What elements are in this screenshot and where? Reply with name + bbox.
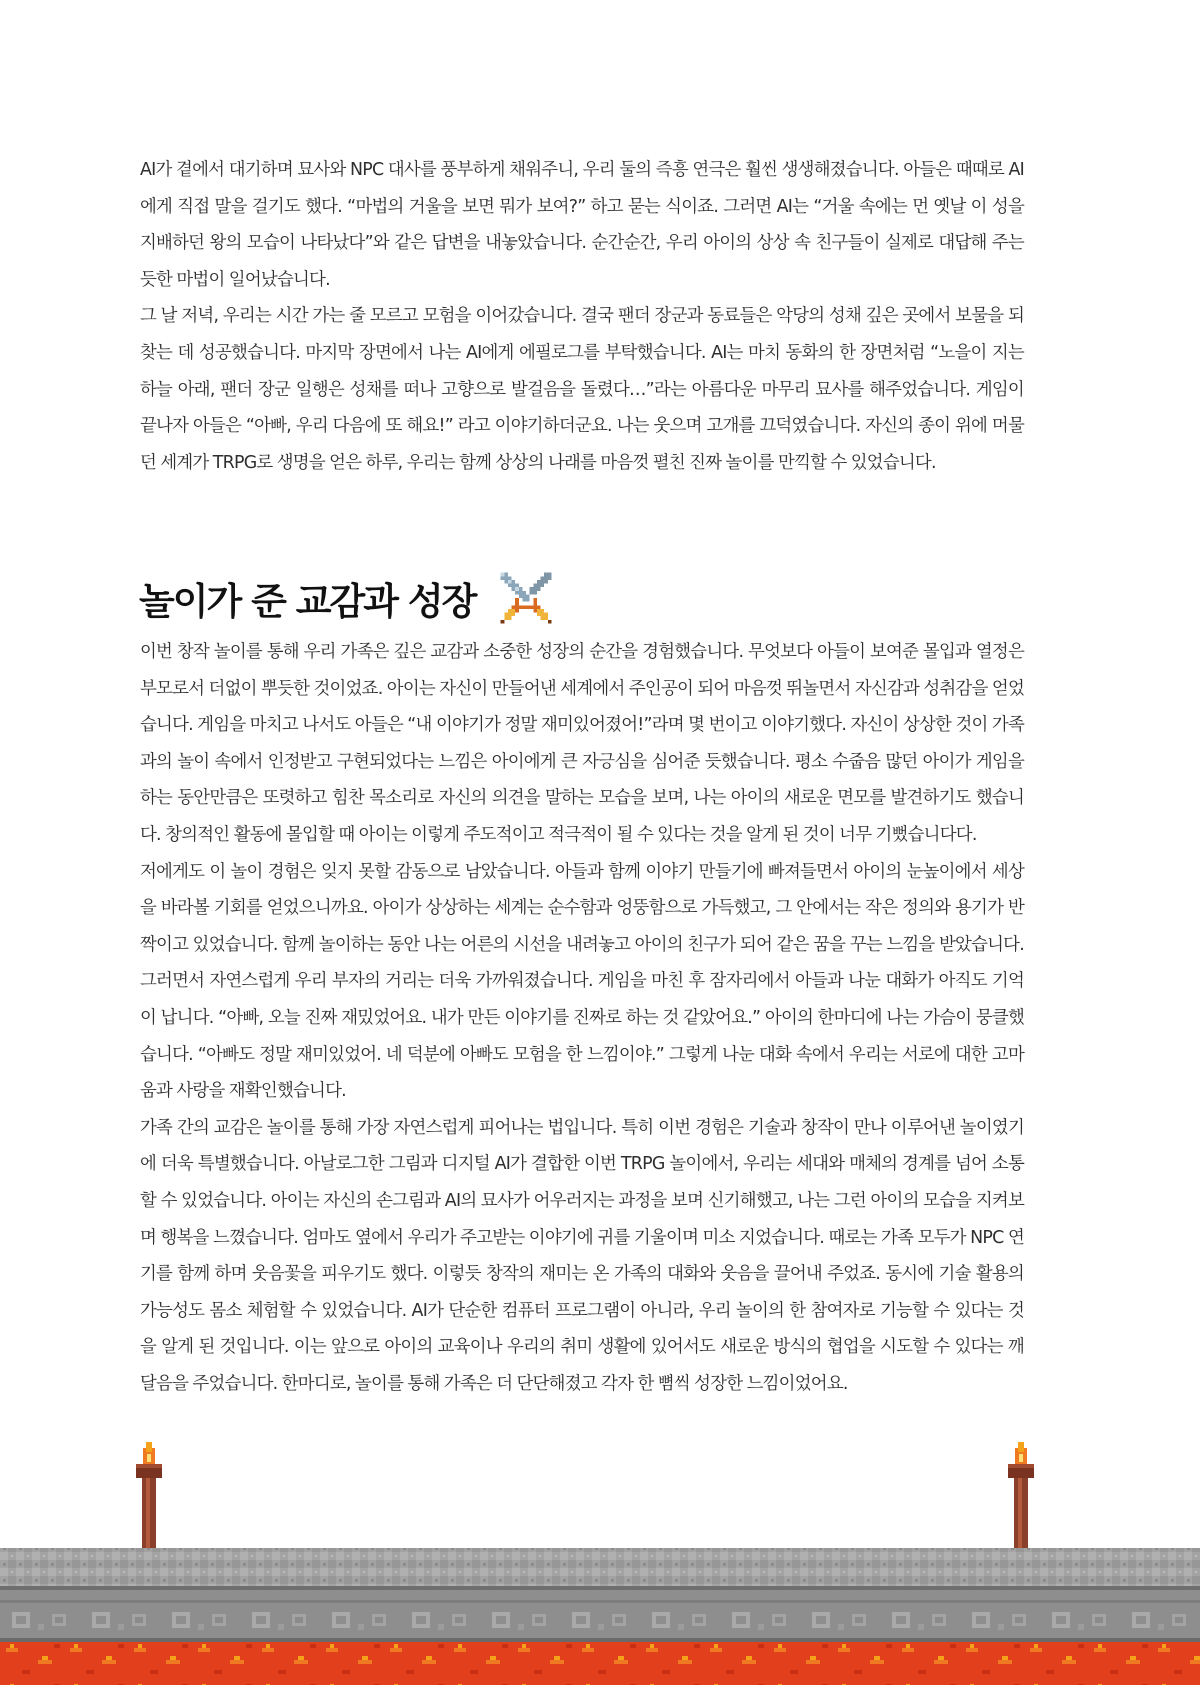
torch-icon	[1008, 1442, 1034, 1548]
section-paragraph-3: 가족 간의 교감은 놀이를 통해 가장 자연스럽게 피어나는 법입니다. 특히 이번 경험은 기술과 창작이 만나 이루어낸 놀이였기에 더욱 특별했습니다. 아날로그한 그림과 디지털 AI가 결합한 이번 TRPG 놀이에서, 우리는 세대와 매체의 경계를 넘어 소통할 수 있었습니다. 아이는 자신의 손그림과 AI의 묘사가 어우러지는 과정을 보며 신기해했고, 나는 그런 아이의 모습을 지켜보며 행복을 느꼈습니다. 엄마도 옆에서 우리가 주고받는 이야기에 귀를 기울이며 미소 지었습니다. 때로는 가족 모두가 NPC 연기를 함께 하며 웃음꽃을 피우기도 했다. 이렇듯 창작의 재미는 온 가족의 대화와 웃음을 끌어내 주었죠. 동시에 기술 활용의 가능성도 몸소 체험할 수 있었습니다. AI가 단순한 컴퓨터 프로그램이 아니라, 우리 놀이의 한 참여자로 기능할 수 있다는 것을 알게 된 것입니다. 이는 앞으로 아이의 교육이나 우리의 취미 생활에 있어서도 새로운 방식의 협업을 시도할 수 있다는 깨달음을 주었습니다. 한마디로, 놀이를 통해 가족은 더 단단해졌고 각자 한 뼘씩 성장한 느낌이었어요.	[140, 1117, 1024, 1394]
section-body	[140, 634, 1024, 1402]
crossed-swords-icon	[497, 569, 555, 627]
section-paragraph-2: 저에게도 이 놀이 경험은 잊지 못할 감동으로 남았습니다. 아들과 함께 이야기 만들기에 빠져들면서 아이의 눈높이에서 세상을 바라볼 기회를 얻었으니까요. 아이가 상상하는 세계는 순수함과 엉뚱함으로 가득했고, 그 안에서는 작은 정의와 용기가 반짝이고 있었습니다. 함께 놀이하는 동안 나는 어른의 시선을 내려놓고 아이의 친구가 되어 같은 꿈을 꾸는 느낌을 받았습니다. 그러면서 자연스럽게 우리 부자의 거리는 더욱 가까워졌습니다. 게임을 마친 후 잠자리에서 아들과 나눈 대화가 아직도 기억이 납니다. “아빠, 오늘 진짜 재밌었어요. 내가 만든 이야기를 진짜로 하는 것 같았어요.” 아이의 한마디에 나는 가슴이 뭉클했습니다. “아빠도 정말 재미있었어. 네 덕분에 아빠도 모험을 한 느낌이야.” 그렇게 나눈 대화 속에서 우리는 서로에 대한 고마움과 사랑을 재확인했습니다.	[140, 861, 1024, 1102]
pixel-dungeon-floor	[0, 1440, 1200, 1685]
intro-paragraph-2: 그 날 저녁, 우리는 시간 가는 줄 모르고 모험을 이어갔습니다. 결국 팬더 장군과 동료들은 악당의 성채 깊은 곳에서 보물을 되찾는 데 성공했습니다. 마지막 장면에서 나는 AI에게 에필로그를 부탁했습니다. AI는 마치 동화의 한 장면처럼 “노을이 지는 하늘 아래, 팬더 장군 일행은 성채를 떠나 고향으로 발걸음을 돌렸다…”라는 아름다운 마무리 묘사를 해주었습니다. 게임이 끝나자 아들은 “아빠, 우리 다음에 또 해요!” 라고 이야기하더군요. 나는 웃으며 고개를 끄덕였습니다. 자신의 종이 위에 머물던 세계가 TRPG로 생명을 얻은 하루, 우리는 함께 상상의 나래를 마음껏 펼친 진짜 놀이를 만끽할 수 있었습니다.	[140, 306, 1024, 473]
intro-paragraph-1: AI가 곁에서 대기하며 묘사와 NPC 대사를 풍부하게 채워주니, 우리 둘의 즉흥 연극은 훨씬 생생해졌습니다. 아들은 때때로 AI에게 직접 말을 걸기도 했다. “마법의 거울을 보면 뭐가 보여?” 하고 묻는 식이죠. 그러면 AI는 “거울 속에는 먼 옛날 이 성을 지배하던 왕의 모습이 나타났다”와 같은 답변을 내놓았습니다. 순간순간, 우리 아이의 상상 속 친구들이 실제로 대답해 주는 듯한 마법이 일어났습니다.	[140, 160, 1024, 290]
torch-icon	[136, 1442, 162, 1548]
section-header	[139, 568, 555, 628]
intro-section	[140, 152, 1024, 481]
section-paragraph-1: 이번 창작 놀이를 통해 우리 가족은 깊은 교감과 소중한 성장의 순간을 경험했습니다. 무엇보다 아들이 보여준 몰입과 열정은 부모로서 더없이 뿌듯한 것이었죠. 아이는 자신이 만들어낸 세계에서 주인공이 되어 마음껏 뛰놀면서 자신감과 성취감을 얻었습니다. 게임을 마치고 나서도 아들은 “내 이야기가 정말 재미있어졌어!”라며 몇 번이고 이야기했다. 자신이 상상한 것이 가족과의 놀이 속에서 인정받고 구현되었다는 느낌은 아이에게 큰 자긍심을 심어준 듯했습니다. 평소 수줍음 많던 아이가 게임을 하는 동안만큼은 또렷하고 힘찬 목소리로 자신의 의견을 말하는 모습을 보며, 나는 아이의 새로운 면모를 발견하기도 했습니다. 창의적인 활동에 몰입할 때 아이는 이렇게 주도적이고 적극적이 될 수 있다는 것을 알게 된 것이 너무 기뻤습니다다.	[140, 642, 1024, 845]
section-heading: 놀이가 준 교감과 성장	[139, 580, 476, 623]
